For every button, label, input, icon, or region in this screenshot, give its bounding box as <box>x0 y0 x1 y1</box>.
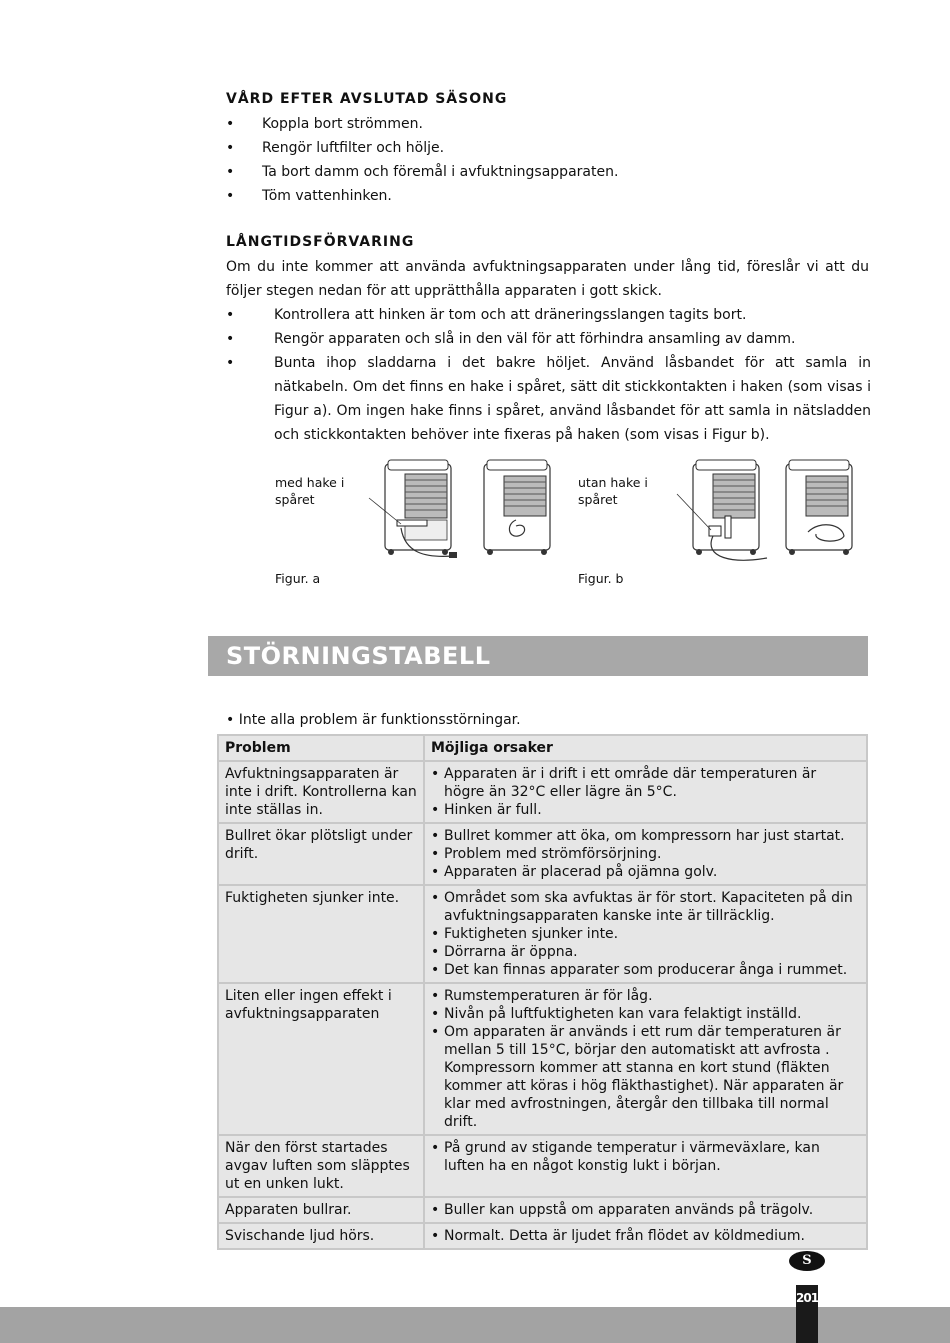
causes-cell <box>424 761 867 823</box>
cause-item: • Problem med strömförsörjning. <box>431 845 860 863</box>
table-row <box>218 1135 867 1197</box>
cause-item: • Fuktigheten sjunker inte. <box>431 925 860 943</box>
list-item-text: Töm vattenhinken. <box>262 188 392 204</box>
dehumidifier-figure-a-hook-illustration <box>365 458 465 568</box>
care-heading: VÅRD EFTER AVSLUTAD SÄSONG <box>226 91 508 107</box>
cause-item: • Det kan finnas apparater som producerar ånga i rummet. <box>431 961 860 979</box>
bullet-icon: • <box>226 140 235 156</box>
page-number-tab <box>796 1285 818 1343</box>
list-item-text: Rengör luftfilter och hölje. <box>262 140 445 156</box>
care-list <box>226 112 871 208</box>
language-badge: S <box>789 1251 825 1271</box>
list-item <box>226 351 871 447</box>
troubleshooting-title: STÖRNINGSTABELL <box>226 642 491 670</box>
table-row <box>218 983 867 1135</box>
list-item-text: Kontrollera att hinken är tom och att dräneringsslangen tagits bort. <box>274 307 747 323</box>
dehumidifier-figure-b-strap-illustration <box>673 458 773 570</box>
list-item-text: Rengör apparaten och slå in den väl för att förhindra ansamling av damm. <box>274 331 796 347</box>
cause-item: • Normalt. Detta är ljudet från flödet av köldmedium. <box>431 1227 860 1245</box>
storage-list <box>226 303 871 447</box>
list-item <box>226 136 871 160</box>
problem-cell: Bullret ökar plötsligt under drift. <box>218 823 424 885</box>
dehumidifier-figure-a-back-illustration <box>478 458 558 558</box>
column-header-problem: Problem <box>218 735 424 761</box>
list-item <box>226 184 871 208</box>
storage-heading: LÅNGTIDSFÖRVARING <box>226 234 415 250</box>
causes-cell <box>424 983 867 1135</box>
storage-intro: Om du inte kommer att använda avfuktningsapparaten under lång tid, föreslår vi att du följer stegen nedan för att upprätthålla apparaten i gott skick. <box>226 259 869 299</box>
problem-cell: Avfuktningsapparaten är inte i drift. Kontrollerna kan inte ställas in. <box>218 761 424 823</box>
causes-cell <box>424 885 867 983</box>
figure-b-label: utan hake i spåret <box>578 475 648 507</box>
causes-cell <box>424 1135 867 1197</box>
list-item-text: Bunta ihop sladdarna i det bakre höljet. Använd låsbandet för att samla in nätkabeln. Om det finns en hake i spåret, sätt dit stickkontakten i haken (som visas i Figur a). Om ingen hake finns i spåret, använd låsbandet för att samla in nätsladden och stickkontakten behöver inte fixeras på haken (som visas i Figur b). <box>274 355 871 443</box>
causes-cell <box>424 1223 867 1249</box>
table-row <box>218 885 867 983</box>
cause-item: • Hinken är full. <box>431 801 860 819</box>
cause-item: • Rumstemperaturen är för låg. <box>431 987 860 1005</box>
list-item-text: Ta bort damm och föremål i avfuktningsapparaten. <box>262 164 619 180</box>
bullet-icon: • <box>226 355 235 371</box>
cause-item: • Nivån på luftfuktigheten kan vara felaktigt inställd. <box>431 1005 860 1023</box>
figure-a-caption: Figur. a <box>275 571 321 586</box>
cause-item: • Apparaten är placerad på ojämna golv. <box>431 863 860 881</box>
problem-cell: Liten eller ingen effekt i avfuktningsapparaten <box>218 983 424 1135</box>
table-header-row <box>218 735 867 761</box>
bullet-icon: • <box>226 164 235 180</box>
cause-item: • Området som ska avfuktas är för stort. Kapaciteten på din avfuktningsapparaten kanske inte är tillräcklig. <box>431 889 860 925</box>
figure-b-caption: Figur. b <box>578 571 624 586</box>
problem-cell: Fuktigheten sjunker inte. <box>218 885 424 983</box>
bullet-icon: • <box>226 331 235 347</box>
cause-item: • Om apparaten är används i ett rum där temperaturen är mellan 5 till 15°C, börjar den automatiskt att avfrosta . Kompressorn kommer att stanna en kort stund (fläkten kommer att köras i hög fläkthastighet). När apparaten är klar med avfrostningen, återgår den tillbaka till normal drift. <box>431 1023 860 1131</box>
causes-cell <box>424 823 867 885</box>
page-number: 201 <box>796 1291 819 1305</box>
table-row <box>218 1223 867 1249</box>
table-row <box>218 1197 867 1223</box>
bullet-icon: • <box>226 116 235 132</box>
problem-cell: Svischande ljud hörs. <box>218 1223 424 1249</box>
bullet-icon: • <box>226 307 235 323</box>
table-row <box>218 761 867 823</box>
dehumidifier-figure-b-back-illustration <box>780 458 860 558</box>
causes-cell <box>424 1197 867 1223</box>
problem-cell: Apparaten bullrar. <box>218 1197 424 1223</box>
list-item <box>226 303 871 327</box>
troubleshooting-note: • Inte alla problem är funktionsstörningar. <box>226 712 521 728</box>
list-item-text: Koppla bort strömmen. <box>262 116 423 132</box>
cause-item: • Bullret kommer att öka, om kompressorn har just startat. <box>431 827 860 845</box>
list-item <box>226 112 871 136</box>
cause-item: • Buller kan uppstå om apparaten används på trägolv. <box>431 1201 860 1219</box>
column-header-causes: Möjliga orsaker <box>424 735 867 761</box>
list-item <box>226 160 871 184</box>
cause-item: • Dörrarna är öppna. <box>431 943 860 961</box>
troubleshooting-banner <box>208 636 868 676</box>
figure-a-label: med hake i spåret <box>275 475 345 507</box>
bullet-icon: • <box>226 188 235 204</box>
problem-cell: När den först startades avgav luften som släpptes ut en unken lukt. <box>218 1135 424 1197</box>
table-row <box>218 823 867 885</box>
cause-item: • På grund av stigande temperatur i värmeväxlare, kan luften ha en något konstig lukt i början. <box>431 1139 860 1175</box>
list-item <box>226 327 871 351</box>
cause-item: • Apparaten är i drift i ett område där temperaturen är högre än 32°C eller lägre än 5°C. <box>431 765 860 801</box>
troubleshooting-table <box>217 734 868 1250</box>
